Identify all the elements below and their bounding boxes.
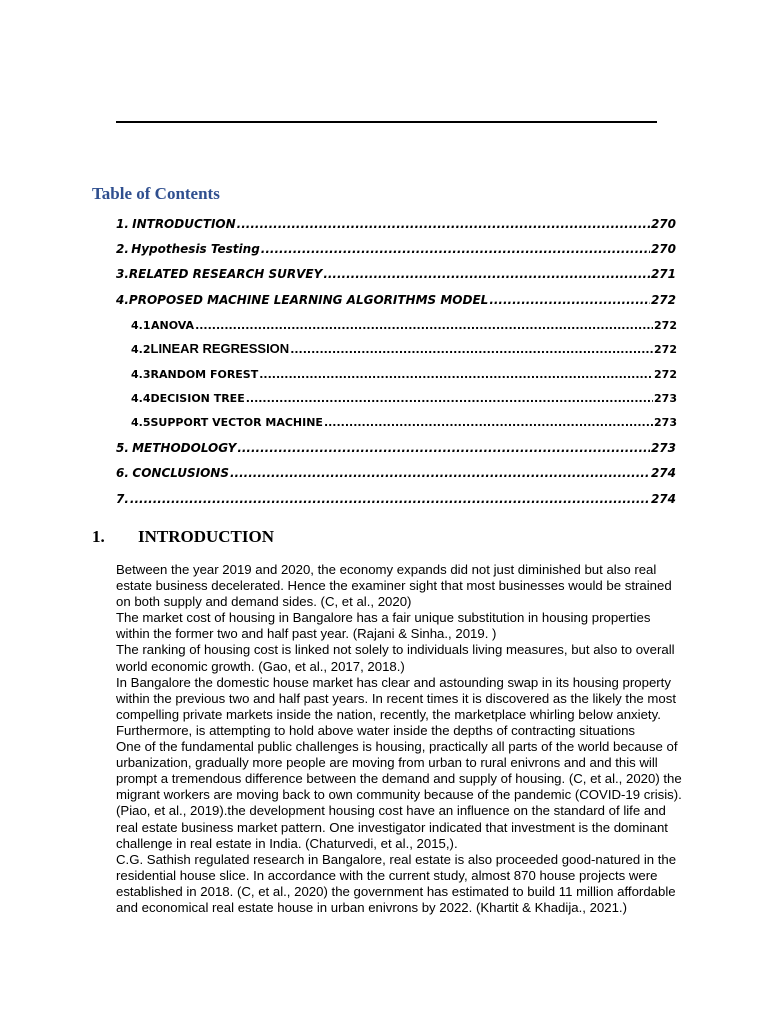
toc-entry-label: INTRODUCTION: [132, 217, 236, 231]
toc-entry-7[interactable]: [116, 490, 676, 506]
toc-entry-number: 4.1: [131, 319, 151, 332]
toc-entry-decision-tree[interactable]: [131, 389, 677, 405]
toc-entry-label: Hypothesis Testing: [131, 242, 260, 256]
toc-entry-random-forest[interactable]: [131, 365, 677, 381]
toc-entry-page: 272: [654, 368, 677, 381]
section-heading-introduction: [92, 527, 274, 547]
toc-entry-page: 272: [654, 319, 677, 332]
top-rule: [116, 121, 657, 123]
toc-entry-introduction[interactable]: [116, 215, 676, 231]
toc-entry-page: 274: [650, 466, 676, 480]
toc-entry-proposed-model[interactable]: [116, 291, 676, 307]
toc-leader: [195, 319, 653, 332]
toc-entry-hypothesis-testing[interactable]: [116, 240, 676, 256]
toc-entry-support-vector-machine[interactable]: [131, 413, 677, 429]
toc-entry-page: 274: [650, 492, 676, 506]
toc-leader: [261, 242, 650, 256]
toc-entry-page: 271: [650, 267, 676, 281]
toc-entry-label: METHODOLOGY: [132, 441, 237, 455]
toc-entry-related-research-survey[interactable]: [116, 265, 676, 281]
toc-leader: [246, 392, 653, 405]
toc-entry-number: 4.: [116, 293, 129, 307]
paragraph: The market cost of housing in Bangalore has a fair unique substitution in housing properties within the former two and half past year. (Rajani & Sinha., 2019. ): [116, 610, 651, 642]
toc-leader: [230, 466, 650, 480]
toc-entry-label: ANOVA: [151, 319, 195, 332]
paragraph: In Bangalore the domestic house market has clear and astounding swap in its housing property within the previous two and half past years. In recent times it is discovered as the likely the most compelling private markets inside the nation, recently, the marketplace whirling below anxiety. Furthermore, is attempting to hold above water inside the depths of contracting situations: [116, 674, 676, 738]
toc-entry-number: 4.2: [131, 343, 151, 356]
toc-entry-anova[interactable]: [131, 316, 677, 332]
toc-leader: [489, 293, 650, 307]
toc-leader: [130, 492, 650, 506]
toc-entry-number: 6.: [116, 466, 129, 480]
toc-entry-label: LINEAR REGRESSION: [150, 341, 290, 356]
toc-entry-number: 4.4: [131, 392, 151, 405]
toc-entry-label: RANDOM FOREST: [150, 368, 259, 381]
paragraph: Between the year 2019 and 2020, the economy expands did not just diminished but also real estate business decelerated. Hence the examiner sight that most businesses would be strained on both supply and demand sides. (C, et al., 2020): [116, 562, 672, 610]
toc-entry-label: CONCLUSIONS: [132, 466, 229, 480]
paragraph: The ranking of housing cost is linked not solely to individuals living measures, but also to overall world economic growth. (Gao, et al., 2017, 2018.): [116, 642, 675, 674]
toc-entry-page: 273: [654, 392, 677, 405]
introduction-body: [116, 562, 686, 916]
toc-entry-linear-regression[interactable]: [131, 340, 677, 356]
toc-entry-page: 273: [650, 441, 676, 455]
toc-entry-number: 7.: [116, 492, 129, 506]
section-number: 1.: [92, 527, 105, 546]
toc-entry-page: 272: [650, 293, 676, 307]
toc-entry-number: 4.3: [131, 368, 151, 381]
section-title: INTRODUCTION: [138, 527, 275, 546]
toc-entry-number: 5.: [116, 441, 129, 455]
toc-leader: [237, 217, 650, 231]
toc-entry-number: 2.: [116, 242, 129, 256]
toc-entry-page: 273: [654, 416, 677, 429]
toc-entry-number: 1.: [116, 217, 129, 231]
paragraph: One of the fundamental public challenges is housing, practically all parts of the world because of urbanization, gradually more people are moving from urban to rural enivrons and and this will prompt a tremendous difference between the demand and supply of housing. (C, et al., 2020) the migrant workers are moving back to own community because of the pandemic (COVID-19 crisis). (Piao, et al., 2019).the development housing cost have an influence on the standard of life and real estate business market pattern. One investigator indicated that investment is the dominant challenge in real estate in India. (Chaturvedi, et al., 2015,).: [116, 739, 682, 851]
paragraph: C.G. Sathish regulated research in Bangalore, real estate is also proceeded good-natured in the residential house slice. In accordance with the current study, almost 870 house projects were established in 2018. (C, et al., 2020) the government has estimated to build 11 million affordable and economical real estate house in urban enivrons by 2022. (Khartit & Khadija., 2021.): [116, 851, 677, 915]
toc-leader: [324, 416, 653, 429]
toc-entry-page: 270: [650, 242, 676, 256]
toc-entry-number: 4.5: [131, 416, 151, 429]
toc-title: Table of Contents: [92, 184, 220, 203]
toc-entry-page: 272: [654, 343, 677, 356]
toc-entry-methodology[interactable]: [116, 439, 676, 455]
toc-leader: [323, 267, 650, 281]
toc-entry-label: RELATED RESEARCH SURVEY: [128, 267, 323, 281]
toc-entry-page: 270: [650, 217, 676, 231]
toc-entry-label: PROPOSED MACHINE LEARNING ALGORITHMS MODEL: [128, 293, 489, 307]
toc-entry-label: DECISION TREE: [150, 392, 245, 405]
toc-leader: [290, 343, 653, 356]
toc-entry-conclusions[interactable]: [116, 464, 676, 480]
toc-leader: [259, 368, 653, 381]
toc-entry-label: SUPPORT VECTOR MACHINE: [150, 416, 323, 429]
toc-leader: [237, 441, 650, 455]
toc-entry-number: 3.: [116, 267, 129, 281]
